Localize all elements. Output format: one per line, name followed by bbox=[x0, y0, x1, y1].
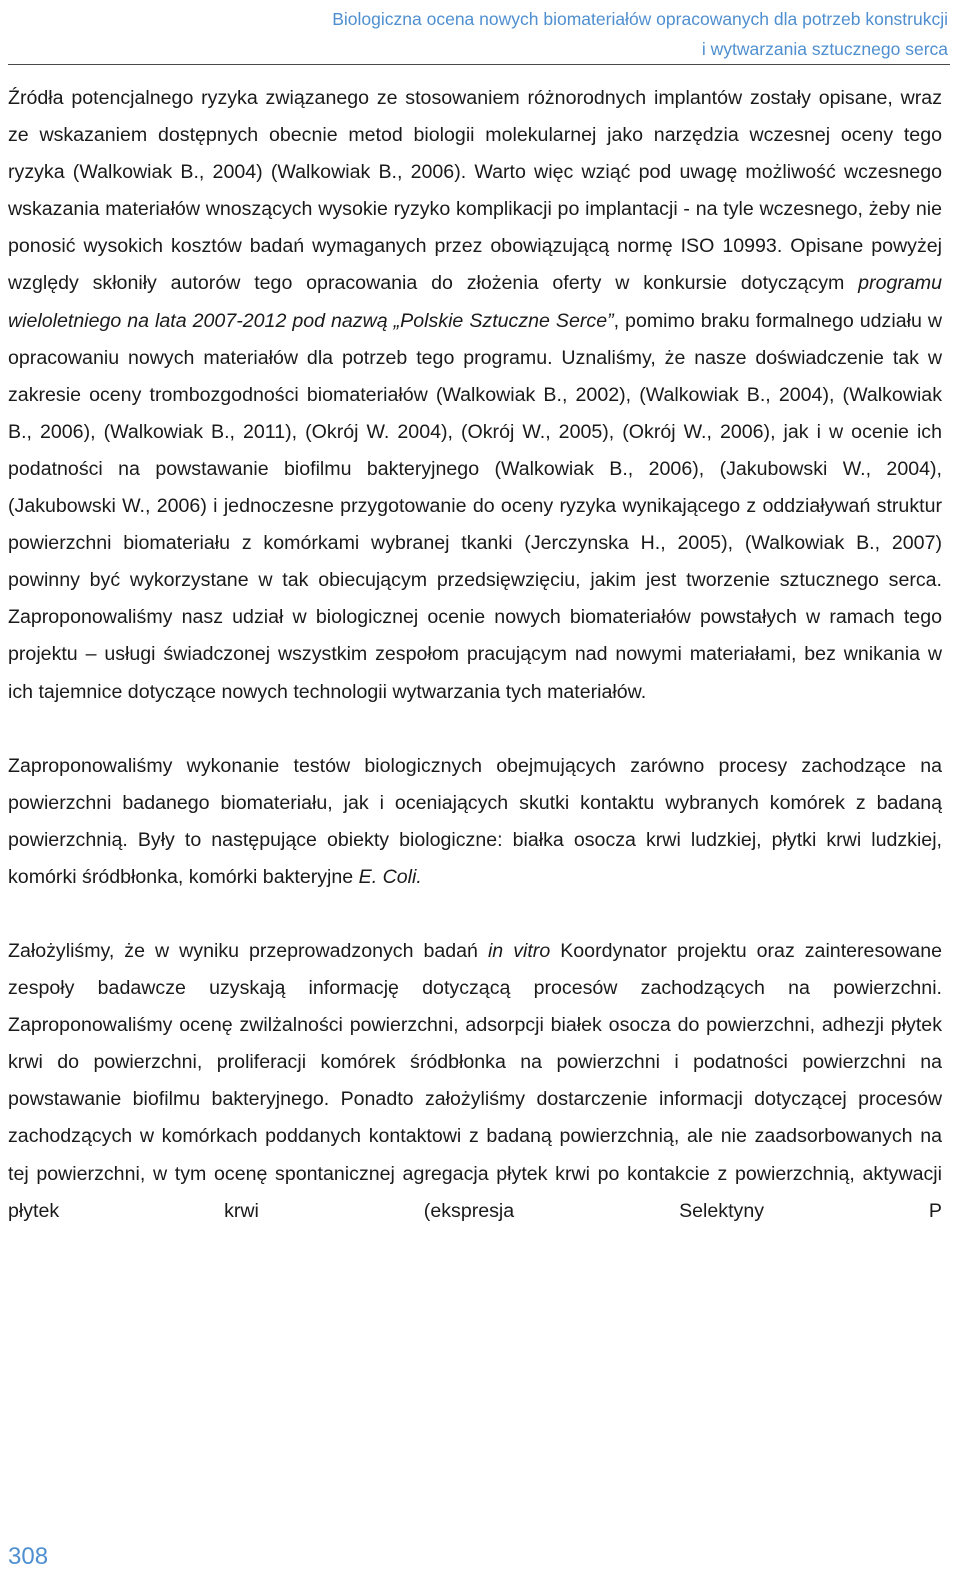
running-header bbox=[188, 4, 948, 64]
paragraph-1-text-b: , pomimo braku formalnego udziału w opracowaniu nowych materiałów dla potrzeb tego programu. Uznaliśmy, że nasze doświadczenie tak w zakresie oceny trombozgodności biomateriałów (Walkowiak B., 2002), (Walkowiak B., 2004), (Walkowiak B., 2006), (Walkowiak B., 2011), (Okrój W. 2004), (Okrój W., 2005), (Okrój W., 2006), jak i w ocenie ich podatności na powstawanie biofilmu bakteryjnego (Walkowiak B., 2006), (Jakubowski W., 2004), (Jakubowski W., 2006) i jednoczesne przygotowanie do oceny ryzyka wynikającego z oddziaływań struktur powierzchni biomateriału z komórkami wybranej tkanki (Jerczynska H., 2005), (Walkowiak B., 2007) powinny być wykorzystane w tak obiecującym przedsięwzięciu, jakim jest tworzenie sztucznego serca. Zaproponowaliśmy nasz udział w biologicznej ocenie nowych biomateriałów powstałych w ramach tego projektu – usługi świadczonej wszystkim zespołom pracującym nad nowymi materiałami, bez wnikania w ich tajemnice dotyczące nowych technologii wytwarzania tych materiałów. bbox=[8, 309, 942, 703]
program-name-italic: programu wieloletniego na lata 2007-2012 pod nazwą „Polskie Sztuczne Serce” bbox=[8, 272, 942, 332]
bacteria-species-italic: E. Coli. bbox=[358, 865, 422, 888]
paragraph-3 bbox=[8, 933, 942, 1230]
paragraph-2 bbox=[8, 748, 942, 896]
paragraph-3-text-a: Założyliśmy, że w wyniku przeprowadzonych badań bbox=[8, 939, 488, 962]
document-body bbox=[8, 80, 942, 1230]
paragraph-1 bbox=[8, 80, 942, 711]
header-title-line-2: i wytwarzania sztucznego serca bbox=[701, 39, 948, 59]
paragraph-2-text-a: Zaproponowaliśmy wykonanie testów biologicznych obejmujących zarówno procesy zachodzące na powierzchni badanego biomateriału, jak i oceniających skutki kontaktu wybranych komórek z badaną powierzchnią. Były to następujące obiekty biologiczne: białka osocza krwi ludzkiej, płytki krwi ludzkiej, komórki śródbłonka, komórki bakteryjne bbox=[8, 754, 942, 888]
paragraph-gap bbox=[8, 896, 942, 933]
page-number: 308 bbox=[8, 1543, 49, 1570]
header-title-line-1: Biologiczna ocena nowych biomateriałów opracowanych dla potrzeb konstrukcji bbox=[332, 9, 948, 29]
paragraph-gap bbox=[8, 711, 942, 748]
paragraph-1-text-a: Źródła potencjalnego ryzyka związanego ze stosowaniem różnorodnych implantów zostały opisane, wraz ze wskazaniem dostępnych obecnie metod biologii molekularnej jako narzędzia wczesnej oceny tego ryzyka (Walkowiak B., 2004) (Walkowiak B., 2006). Warto więc wziąć pod uwagę możliwość wczesnego wskazania materiałów wnoszących wysokie ryzyko komplikacji po implantacji - na tyle wczesnego, żeby nie ponosić wysokich kosztów badań wymaganych przez obowiązującą normę ISO 10993. Opisane powyżej względy skłoniły autorów tego opracowania do złożenia oferty w konkursie dotyczącym bbox=[8, 87, 942, 295]
header-divider bbox=[8, 64, 950, 65]
in-vitro-italic: in vitro bbox=[487, 939, 551, 962]
paragraph-3-text-b: Koordynator projektu oraz zainteresowane zespoły badawcze uzyskają informację dotyczącą procesów zachodzących na powierzchni. Zaproponowaliśmy ocenę zwilżalności powierzchni, adsorpcji białek osocza do powierzchni, adhezji płytek krwi do powierzchni, proliferacji komórek śródbłonka na powierzchni i podatności powierzchni na powstawanie biofilmu bakteryjnego. Ponadto założyliśmy dostarczenie informacji dotyczącej procesów zachodzących w komórkach poddanych kontaktowi z badaną powierzchnią, ale nie zaadsorbowanych na tej powierzchni, w tym ocenę spontanicznej agregacja płytek krwi po kontakcie z powierzchnią, aktywacji płytek krwi (ekspresja Selektyny P bbox=[8, 939, 942, 1222]
